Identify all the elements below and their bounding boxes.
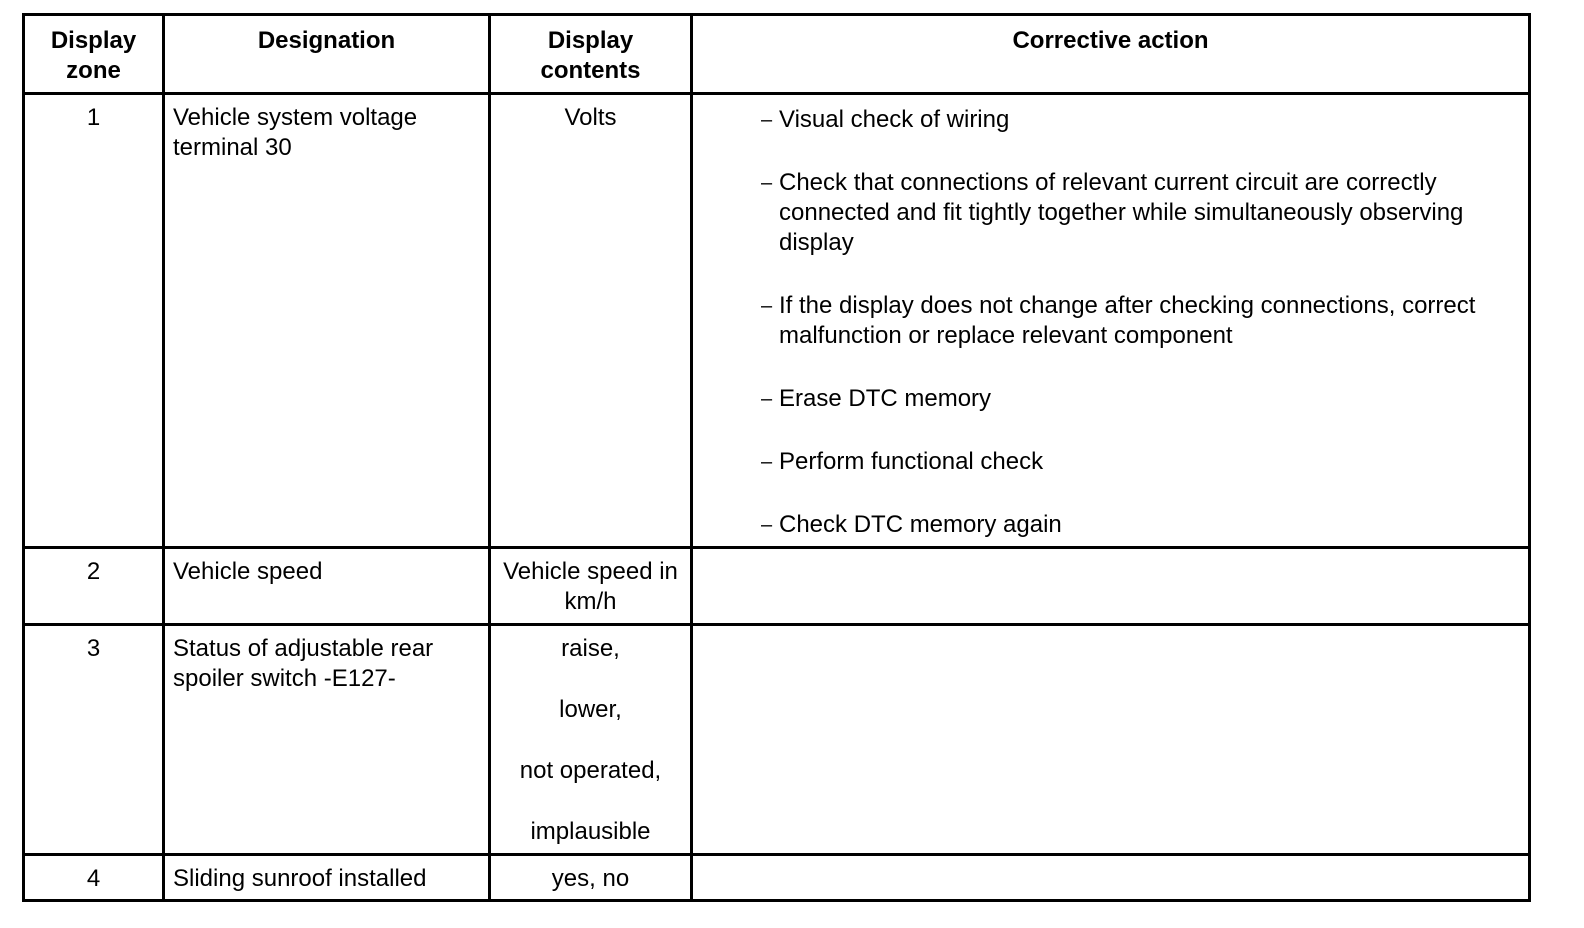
designation-cell: Status of adjustable rear spoiler switch -E127- <box>164 625 490 855</box>
designation-cell: Vehicle system voltage terminal 30 <box>164 94 490 548</box>
zone-cell: 2 <box>24 548 164 625</box>
corrective-action-cell <box>692 625 1530 855</box>
corrective-action-cell <box>692 548 1530 625</box>
action-item <box>761 291 1508 351</box>
display-contents-cell <box>490 855 692 901</box>
dash-bullet: – <box>761 109 773 131</box>
header-display-contents-line1: Display <box>547 27 634 54</box>
diagnostic-table-container <box>22 13 1528 902</box>
action-text: Visual check of wiring <box>779 106 1010 133</box>
action-text: Check that connections of relevant current circuit are correctly connected and fit tightly together while simultaneously observing display <box>779 169 1464 256</box>
header-display-contents-line2: contents <box>540 57 641 84</box>
zone-cell: 1 <box>24 94 164 548</box>
table-row <box>24 548 1530 625</box>
display-contents-cell <box>490 548 692 625</box>
display-contents-value: implausible <box>530 818 651 845</box>
header-designation: Designation <box>164 15 490 94</box>
table-row <box>24 855 1530 901</box>
dash-bullet: – <box>761 388 773 410</box>
display-contents-value: yes, no <box>551 865 630 892</box>
header-display-zone-line1: Display <box>50 27 137 54</box>
dash-bullet: – <box>761 295 773 317</box>
dash-bullet: – <box>761 514 773 536</box>
header-corrective-action: Corrective action <box>692 15 1530 94</box>
header-display-zone-line2: zone <box>66 57 121 84</box>
header-display-contents <box>490 15 692 94</box>
display-contents-cell <box>490 625 692 855</box>
dash-bullet: – <box>761 172 773 194</box>
display-contents-value: raise, <box>561 635 620 662</box>
action-item <box>761 510 1508 540</box>
table-row <box>24 625 1530 855</box>
action-text: If the display does not change after checking connections, correct malfunction or replace relevant component <box>779 292 1476 349</box>
diagnostic-table <box>22 13 1531 902</box>
display-contents-cell <box>490 94 692 548</box>
action-item <box>761 105 1508 135</box>
display-contents-value: Volts <box>564 104 617 131</box>
action-text: Erase DTC memory <box>779 385 992 412</box>
zone-cell: 3 <box>24 625 164 855</box>
action-item <box>761 447 1508 477</box>
corrective-action-cell <box>692 855 1530 901</box>
action-item <box>761 168 1508 258</box>
action-text: Perform functional check <box>779 448 1044 475</box>
display-contents-value: not operated, <box>519 757 662 784</box>
display-contents-value: Vehicle speed in km/h <box>503 558 678 615</box>
zone-cell: 4 <box>24 855 164 901</box>
header-row <box>24 15 1530 94</box>
table-row <box>24 94 1530 548</box>
header-display-zone <box>24 15 164 94</box>
designation-cell: Vehicle speed <box>164 548 490 625</box>
corrective-action-cell <box>692 94 1530 548</box>
dash-bullet: – <box>761 451 773 473</box>
action-text: Check DTC memory again <box>779 511 1062 538</box>
designation-cell: Sliding sunroof installed <box>164 855 490 901</box>
display-contents-value: lower, <box>559 696 622 723</box>
action-item <box>761 384 1508 414</box>
